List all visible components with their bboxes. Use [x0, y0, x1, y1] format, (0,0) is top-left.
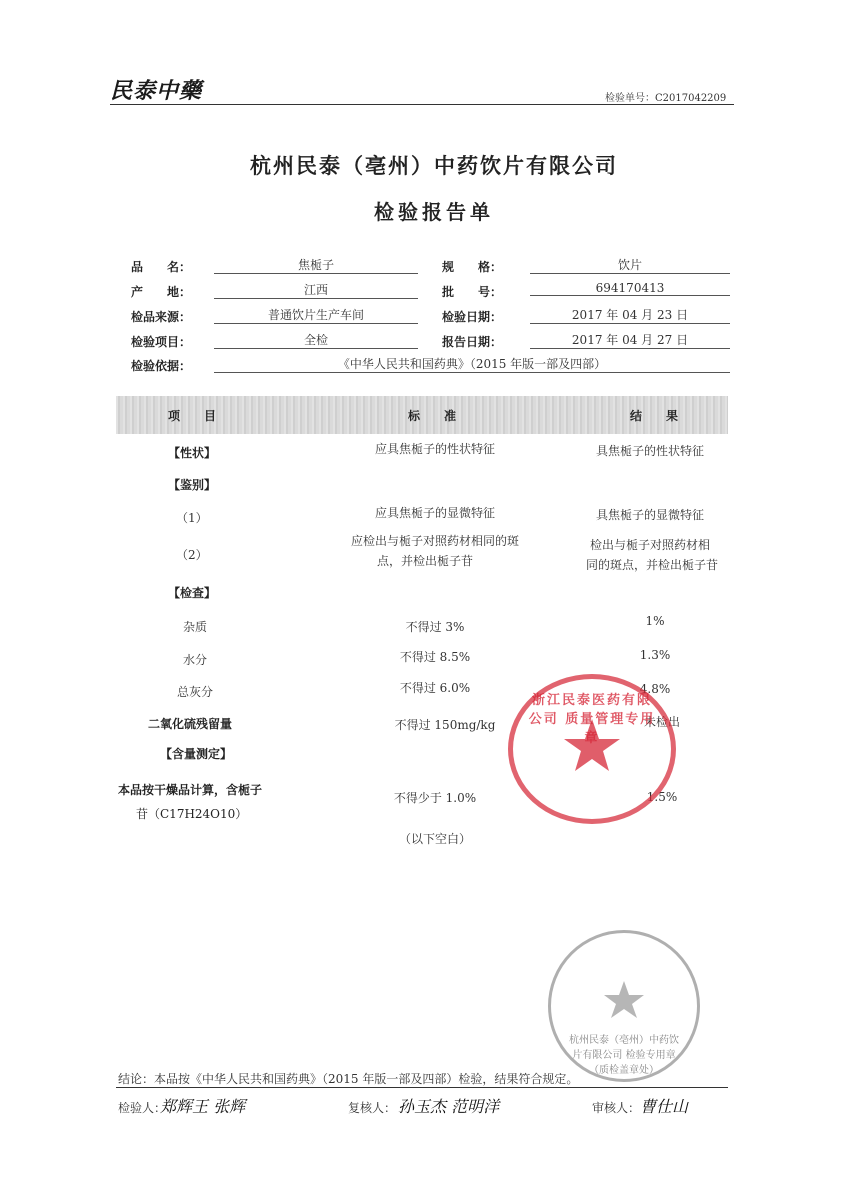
so2-item: 二氧化硫残留量	[148, 717, 233, 731]
origin-value: 江西	[214, 281, 418, 299]
approver-signature: 曹仕山	[640, 1097, 689, 1116]
basis-value: 《中华人民共和国药典》（2015 年版一部及四部）	[214, 355, 730, 373]
items-label: 检验项目：	[131, 335, 192, 349]
section-identification: 【鉴别】	[168, 478, 217, 492]
basis-label: 检验依据：	[131, 359, 192, 373]
header-divider	[110, 104, 734, 105]
approver-label: 审核人：	[592, 1101, 641, 1115]
quality-stamp-red	[508, 674, 676, 824]
blank-note: （以下空白）	[398, 832, 471, 846]
product-name-label: 品 名：	[131, 260, 192, 274]
spec-value: 饮片	[530, 256, 730, 274]
assay-item-line2: 苷（C17H24O10）	[136, 807, 248, 821]
ident1-result: 具焦栀子的显微特征	[595, 508, 704, 522]
ash-standard: 不得过 6.0%	[399, 681, 471, 695]
conclusion-text: 结论：本品按《中华人民共和国药典》（2015 年版一部及四部）检验，结果符合规定。	[118, 1072, 579, 1086]
moisture-standard: 不得过 8.5%	[399, 650, 471, 664]
ident2-item: （2）	[176, 548, 208, 562]
impurity-result: 1%	[645, 614, 665, 628]
ident2-standard-line2: 点，并检出栀子苷	[376, 554, 473, 568]
company-logo: 民泰中藥	[110, 78, 203, 104]
so2-standard: 不得过 150mg/kg	[394, 718, 496, 732]
footer-divider	[116, 1087, 728, 1088]
col-header-item: 项 目	[168, 409, 223, 423]
assay-result: 1.5%	[646, 790, 678, 804]
product-name-value: 焦栀子	[214, 256, 418, 274]
assay-item-line1: 本品按干燥品计算，含栀子	[118, 783, 263, 797]
ident2-standard-line1: 应检出与栀子对照药材相同的斑	[350, 534, 519, 548]
stamp-red-text: 浙江民泰医药有限公司 质量管理专用章	[528, 693, 656, 746]
inspector-signature: 郑辉王 张辉	[160, 1097, 246, 1116]
test-date-value: 2017 年 04 月 23 日	[530, 306, 730, 324]
ident2-result-line1: 检出与栀子对照药材相	[589, 538, 710, 552]
source-label: 检品来源：	[131, 310, 192, 324]
spec-label: 规 格：	[442, 260, 503, 274]
batch-label: 批 号：	[442, 285, 503, 299]
impurity-standard: 不得过 3%	[405, 620, 465, 634]
assay-standard: 不得少于 1.0%	[393, 791, 477, 805]
col-header-standard: 标 准	[408, 409, 463, 423]
report-date-value: 2017 年 04 月 27 日	[530, 331, 730, 349]
moisture-item: 水分	[182, 653, 207, 667]
company-name: 杭州民泰（亳州）中药饮片有限公司	[250, 153, 618, 178]
ash-result: 4.8%	[639, 682, 671, 696]
inspector-label: 检验人：	[118, 1101, 167, 1115]
ident1-standard: 应具焦栀子的显微特征	[374, 506, 495, 520]
character-standard: 应具焦栀子的性状特征	[374, 442, 495, 456]
section-assay: 【含量测定】	[160, 747, 233, 761]
so2-result: 未检出	[643, 715, 680, 729]
document-title: 检验报告单	[374, 200, 494, 224]
stamp-grey-text: 杭州民泰（亳州）中药饮片有限公司 检验专用章 （质检盖章处）	[569, 1035, 679, 1076]
ident1-item: （1）	[176, 511, 208, 525]
source-value: 普通饮片生产车间	[214, 306, 418, 324]
report-date-label: 报告日期：	[442, 335, 503, 349]
ident2-result-line2: 同的斑点，并检出栀子苷	[585, 558, 718, 572]
items-value: 全检	[214, 331, 418, 349]
impurity-item: 杂质	[182, 620, 207, 634]
test-date-label: 检验日期：	[442, 310, 503, 324]
report-number: 检验单号：C2017042209	[605, 93, 727, 104]
origin-label: 产 地：	[131, 285, 192, 299]
ash-item: 总灰分	[176, 685, 213, 699]
character-result: 具焦栀子的性状特征	[595, 444, 704, 458]
section-character: 【性状】	[168, 446, 217, 460]
section-check: 【检查】	[168, 586, 217, 600]
reviewer-label: 复核人：	[348, 1101, 397, 1115]
moisture-result: 1.3%	[639, 648, 671, 662]
col-header-result: 结 果	[630, 409, 685, 423]
reviewer-signature: 孙玉杰 范明洋	[398, 1097, 500, 1116]
batch-value: 694170413	[530, 281, 730, 296]
inspection-stamp-grey	[548, 930, 700, 1082]
